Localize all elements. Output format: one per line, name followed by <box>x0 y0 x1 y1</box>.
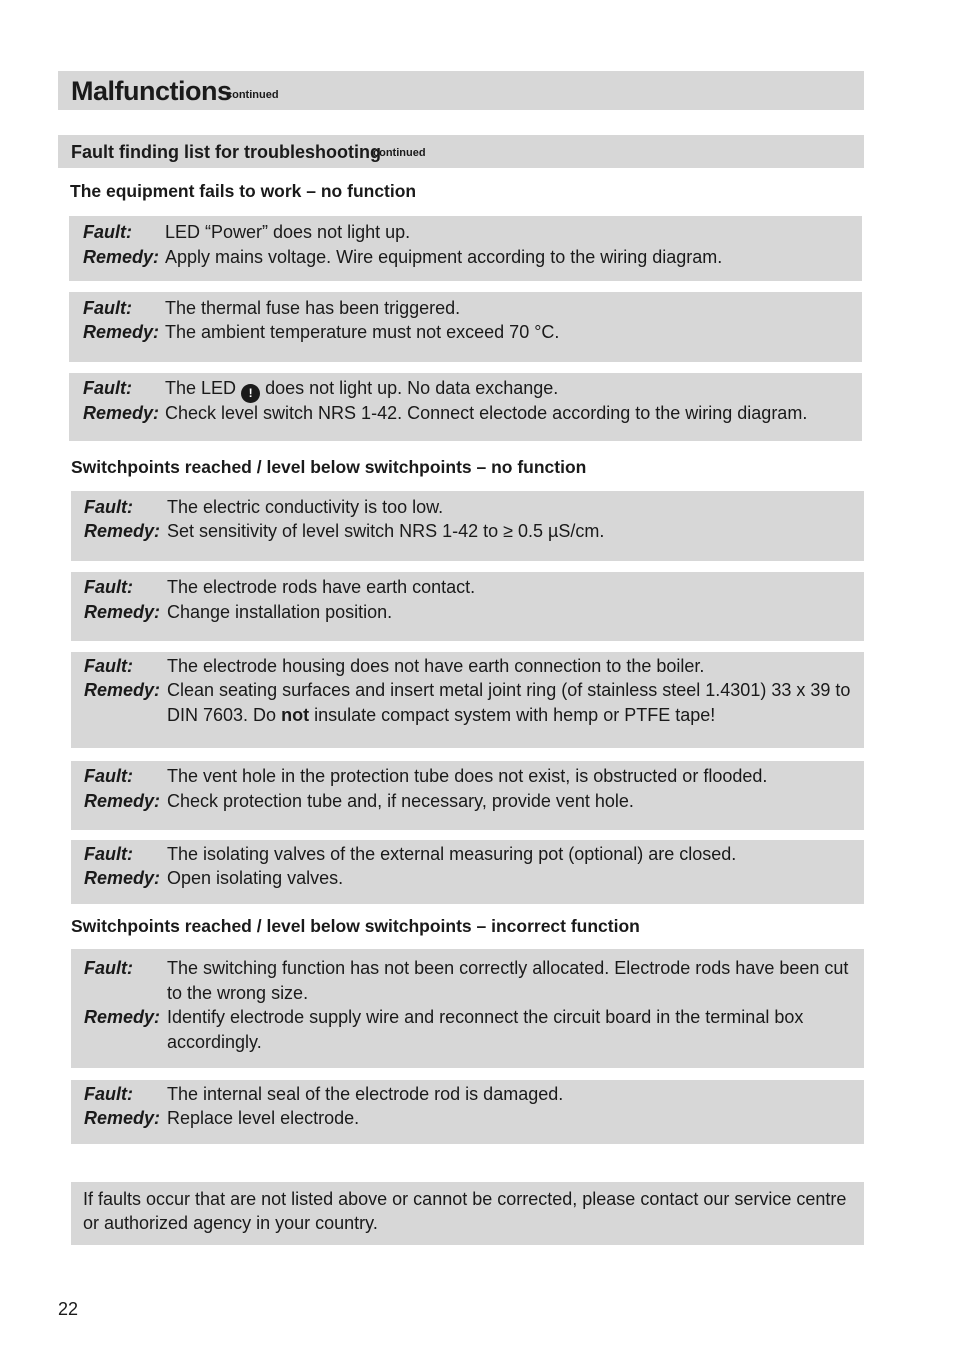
fault-label: Fault: <box>84 497 133 517</box>
fault-label: Fault: <box>84 958 133 978</box>
remedy-text: Identify electrode supply wire and reconnect the circuit board in the terminal box <box>167 1007 804 1027</box>
remedy-label: Remedy: <box>84 521 161 541</box>
remedy-label: Remedy: <box>84 1108 161 1128</box>
section-heading: Switchpoints reached / level below switchpoints – incorrect function <box>71 916 640 936</box>
led-info-icon: ! <box>241 384 260 403</box>
fault-box <box>71 1080 864 1144</box>
fault-label: Fault: <box>84 577 133 597</box>
fault-text <box>165 376 558 403</box>
fault-box <box>71 652 864 748</box>
remedy-text: Open isolating valves. <box>167 868 344 888</box>
fault-box <box>71 491 864 561</box>
section-subtitle: Fault finding list for troubleshooting <box>71 142 381 162</box>
service-note: If faults occur that are not listed above or cannot be corrected, please contact our service centre or authorized agency in your country. <box>83 1189 847 1233</box>
remedy-label: Remedy: <box>84 868 161 888</box>
fault-text: The switching function has not been correctly allocated. Electrode rods have been cut <box>167 958 849 978</box>
fault-text: The internal seal of the electrode rod is damaged. <box>167 1084 564 1104</box>
remedy-label: Remedy: <box>84 602 161 622</box>
fault-text: The isolating valves of the external measuring pot (optional) are closed. <box>167 844 737 864</box>
fault-label: Fault: <box>83 298 132 318</box>
section-heading: The equipment fails to work – no function <box>70 181 417 201</box>
fault-label: Fault: <box>83 378 132 398</box>
fault-box <box>69 216 862 281</box>
remedy-text-end: insulate compact system with hemp or PTFE tape! <box>314 705 716 725</box>
fault-text: The electrode rods have earth contact. <box>167 577 476 597</box>
remedy-text: Set sensitivity of level switch NRS 1-42 to ≥ 0.5 µS/cm. <box>167 521 605 541</box>
fault-label: Fault: <box>84 1084 133 1104</box>
page-title-continued: continued <box>226 89 279 101</box>
section-heading: Switchpoints reached / level below switchpoints – no function <box>71 457 587 477</box>
remedy-text: Change installation position. <box>167 602 393 622</box>
fault-text: The vent hole in the protection tube does not exist, is obstructed or flooded. <box>167 766 768 786</box>
remedy-text: The ambient temperature must not exceed 70 °C. <box>165 322 560 342</box>
page-title: Malfunctions <box>71 76 232 106</box>
remedy-label: Remedy: <box>84 791 161 811</box>
fault-label: Fault: <box>84 844 133 864</box>
fault-text-line2: to the wrong size. <box>167 983 309 1003</box>
fault-text-end: does not light up. No data exchange. <box>265 378 559 398</box>
remedy-text: Apply mains voltage. Wire equipment according to the wiring diagram. <box>165 247 723 267</box>
remedy-label: Remedy: <box>83 247 160 267</box>
fault-text: The thermal fuse has been triggered. <box>165 298 461 318</box>
remedy-text-line2 <box>167 703 715 728</box>
remedy-text: Clean seating surfaces and insert metal joint ring (of stainless steel 1.4301) 33 x 39 to <box>167 680 851 700</box>
fault-box <box>69 292 862 362</box>
fault-text: The electrode housing does not have earth connection to the boiler. <box>167 656 705 676</box>
remedy-text-start: DIN 7603. Do <box>167 705 277 725</box>
remedy-text: Check protection tube and, if necessary, provide vent hole. <box>167 791 634 811</box>
fault-box <box>71 949 864 1068</box>
fault-box <box>71 840 864 904</box>
remedy-text-line2: accordingly. <box>167 1032 262 1052</box>
fault-label: Fault: <box>83 222 132 242</box>
remedy-text: Check level switch NRS 1-42. Connect electode according to the wiring diagram. <box>165 403 808 423</box>
remedy-label: Remedy: <box>83 322 160 342</box>
remedy-label: Remedy: <box>84 680 161 700</box>
fault-text-start: The LED <box>165 378 237 398</box>
fault-label: Fault: <box>84 766 133 786</box>
fault-box <box>71 761 864 830</box>
fault-label: Fault: <box>84 656 133 676</box>
fault-box <box>69 373 862 441</box>
remedy-text: Replace level electrode. <box>167 1108 360 1128</box>
section-subtitle-continued: continued <box>373 147 426 159</box>
fault-box <box>71 572 864 641</box>
remedy-label: Remedy: <box>84 1007 161 1027</box>
page-number: 22 <box>58 1299 79 1319</box>
fault-text: LED “Power” does not light up. <box>165 222 411 242</box>
remedy-emphasis: not <box>281 705 310 725</box>
fault-text: The electric conductivity is too low. <box>167 497 444 517</box>
remedy-label: Remedy: <box>83 403 160 423</box>
